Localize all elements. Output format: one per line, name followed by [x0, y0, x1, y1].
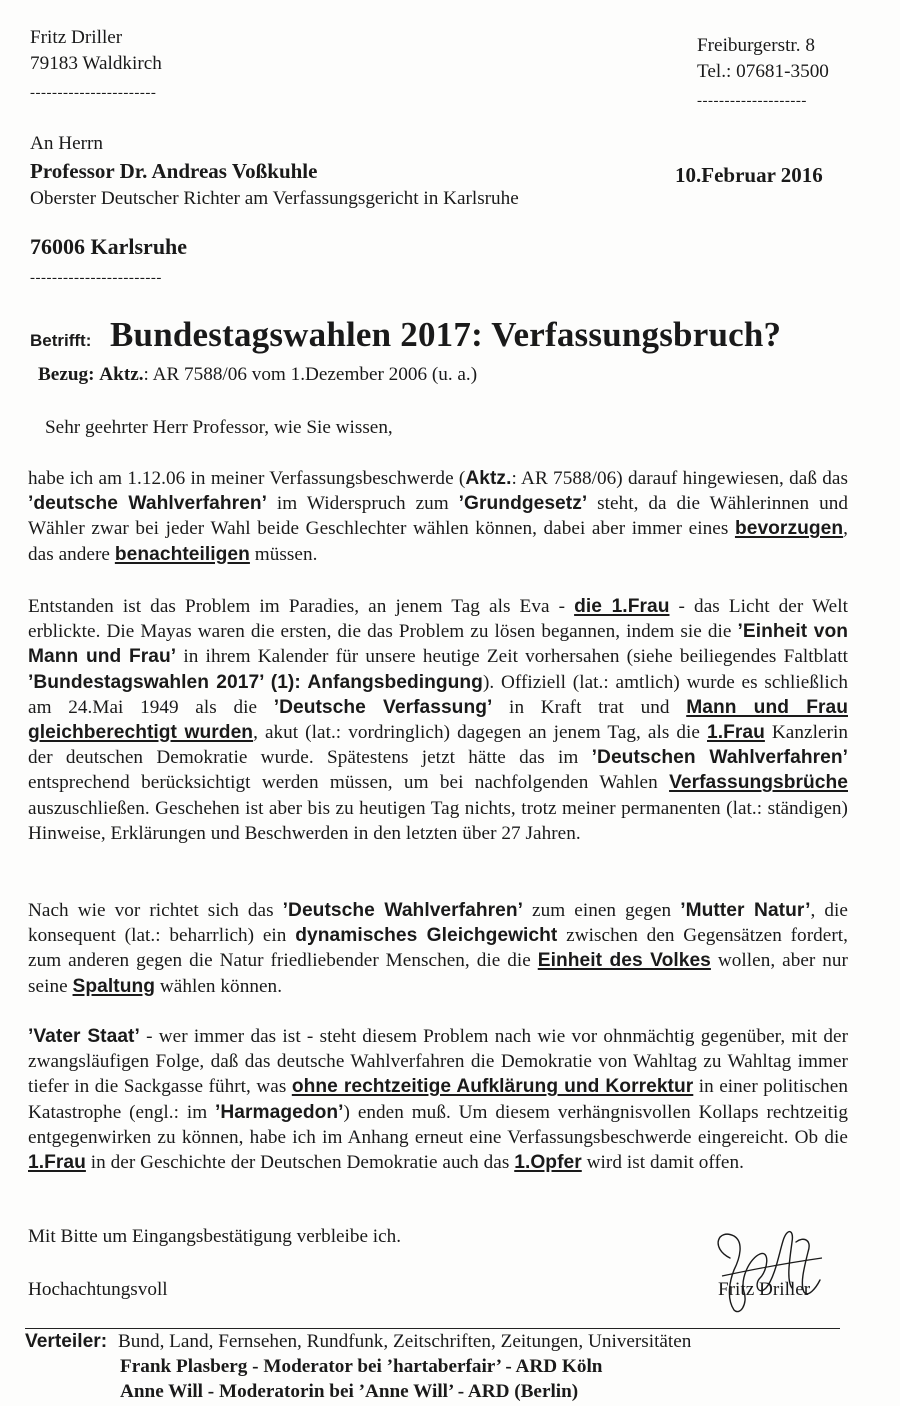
- reference-aktz: Aktz.: [99, 364, 144, 385]
- recipient-title: Oberster Deutscher Richter am Verfassungsgericht in Karlsruhe: [30, 188, 519, 209]
- letter-date: 10.Februar 2016: [675, 163, 823, 187]
- reference-label: Bezug:: [38, 364, 95, 385]
- distribution-divider: [25, 1328, 840, 1329]
- paragraph-3: Nach wie vor richtet sich das ’Deutsche Wahlverfahren’ zum einen gegen ’Mutter Natur’, die konsequent (lat.: beharrlich) ein dynamisches Gleichgewicht zwischen den Gegensätzen fordert, zum anderen gegen die Natur friedliebender Menschen, die die Einheit des Volkes wollen, aber nur seine Spaltung wählen können.: [28, 900, 849, 997]
- sender-name: Fritz Driller: [30, 27, 123, 48]
- distribution-line-1: Bund, Land, Fernsehen, Rundfunk, Zeitschriften, Zeitungen, Universitäten: [118, 1331, 692, 1352]
- sender-rule: -----------------------: [30, 85, 157, 101]
- paragraph-4: ’Vater Staat’ - wer immer das ist - steht diesem Problem nach wie vor ohnmächtig gegenüber, mit der zwangsläufigen Folge, daß das deutsche Wahlverfahren die Demokratie von Wahltag zu Wahltag immer tiefer in die Sackgasse führt, was ohne rechtzeitige Aufklärung und Korrektur in einer politischen Katastrophe (engl.: im ’Harmagedon’) enden muß. Um diesem verhängnisvollen Kollaps rechtzeitig entgegenwirken zu können, habe ich im Anhang erneut eine Verfassungsbeschwerde eingereicht. Ob die 1.Frau in der Geschichte der Deutschen Demokratie auch das 1.Opfer wird ist damit offen.: [28, 1026, 849, 1174]
- subject-label: Betrifft:: [30, 331, 92, 350]
- distribution-line-3: Anne Will - Moderatorin bei ’Anne Will’ - ARD (Berlin): [120, 1381, 579, 1402]
- closing: Mit Bitte um Eingangsbestätigung verbleibe ich.: [28, 1226, 402, 1247]
- greeting: Sehr geehrter Herr Professor, wie Sie wissen,: [45, 417, 393, 438]
- recipient-salutation: An Herrn: [30, 133, 103, 154]
- reference-text: : AR 7588/06 vom 1.Dezember 2006 (u. a.): [143, 364, 478, 385]
- recipient-rule: ------------------------: [30, 270, 162, 286]
- distribution-line-2: Frank Plasberg - Moderator bei ’hartaberfair’ - ARD Köln: [120, 1356, 603, 1377]
- paragraph-1: habe ich am 1.12.06 in meiner Verfassungsbeschwerde (Aktz.: AR 7588/06) darauf hingewiesen, daß das ’deutsche Wahlverfahren’ im Widerspruch zum ’Grundgesetz’ steht, da die Wählerinnen und Wähler zwar bei jeder Wahl beide Geschlechter wählen können, dabei aber immer eines bevorzugen, das andere benachteiligen müssen.: [28, 468, 849, 565]
- signature-scribble: [700, 1218, 840, 1322]
- recipient-city: 76006 Karlsruhe: [30, 234, 188, 259]
- signature-name: Fritz Driller: [718, 1279, 811, 1300]
- sender-street: Freiburgerstr. 8: [697, 35, 815, 56]
- subject-reference: [38, 364, 477, 386]
- regards: Hochachtungsvoll: [28, 1279, 168, 1300]
- paragraph-2: Entstanden ist das Problem im Paradies, an jenem Tag als Eva - die 1.Frau - das Licht der Welt erblickte. Die Mayas waren die ersten, die das Problem zu lösen begannen, indem sie die ’Einheit von Mann und Frau’ in ihrem Kalender für unsere heutige Zeit vorhersahen (siehe beiliegendes Faltblatt ’Bundestagswahlen 2017’ (1): Anfangsbedingung). Offiziell (lat.: amtlich) wurde es schließlich am 24.Mai 1949 als die ’Deutsche Verfassung’ in Kraft trat und Mann und Frau gleichberechtigt wurden, akut (lat.: vordringlich) dagegen an jenem Tag, als die 1.Frau Kanzlerin der deutschen Demokratie wurde. Spätestens jetzt hätte das im ’Deutschen Wahlverfahren’ entsprechend berücksichtigt werden müssen, um bei nachfolgenden Wahlen Verfassungsbrüche auszuschließen. Geschehen ist aber bis zu heutigen Tag nichts, trotz meiner permanenten (lat.: ständigen) Hinweise, Erklärungen und Beschwerden in den letzten über 27 Jahren.: [28, 596, 848, 844]
- sender-phone: Tel.: 07681-3500: [697, 61, 829, 82]
- distribution-label: Verteiler:: [25, 1331, 108, 1352]
- subject-title: Bundestagswahlen 2017: Verfassungsbruch?: [110, 315, 782, 354]
- sender-rule-right: --------------------: [697, 93, 807, 109]
- recipient-name: Professor Dr. Andreas Voßkuhle: [30, 159, 318, 183]
- sender-city: 79183 Waldkirch: [30, 53, 162, 74]
